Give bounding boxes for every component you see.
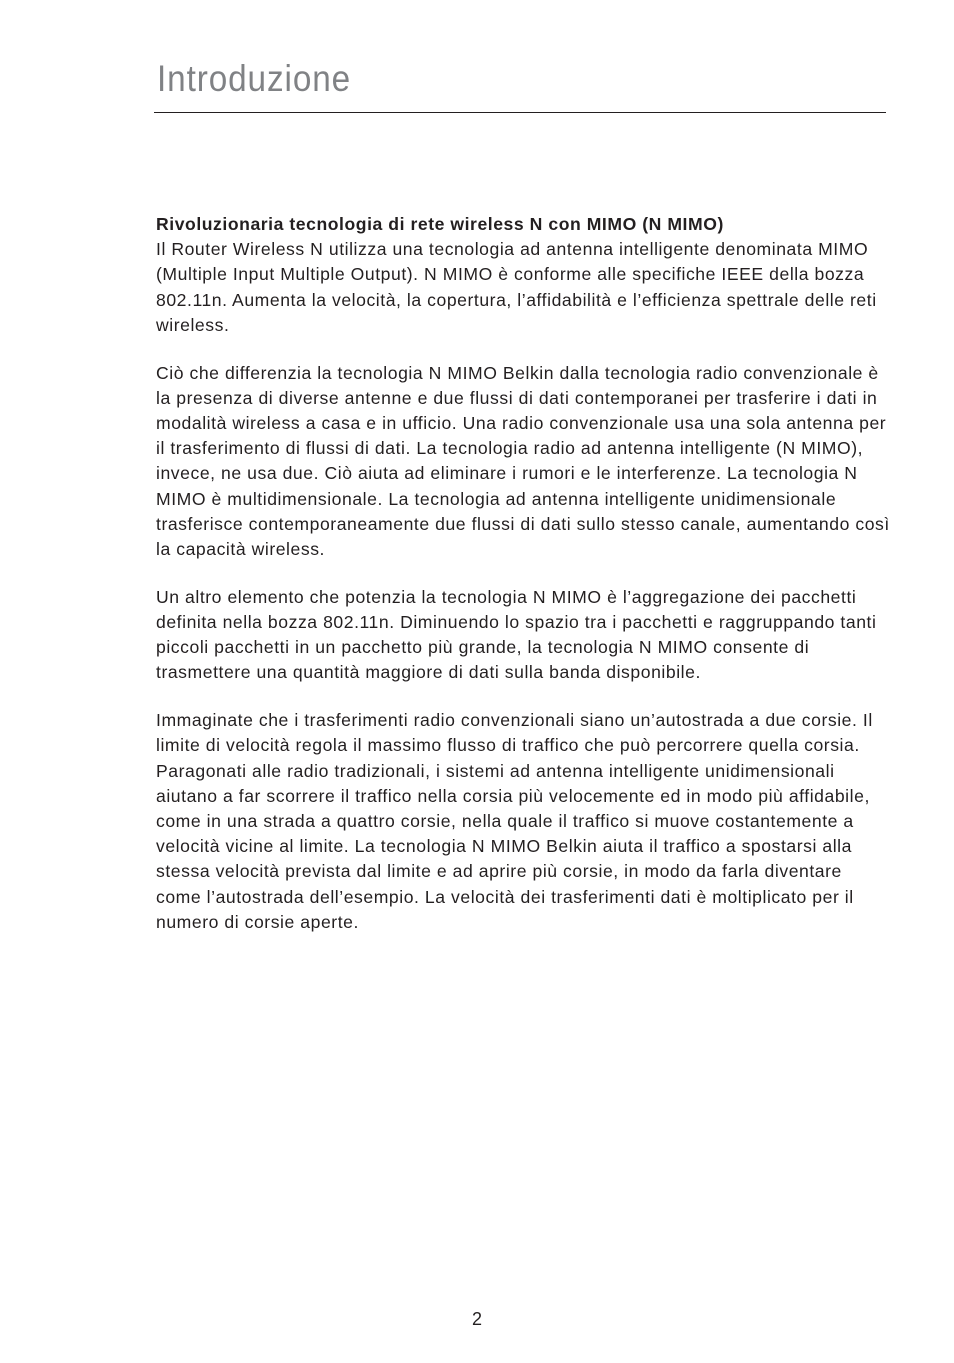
section-heading: Rivoluzionaria tecnologia di rete wireless N con MIMO (N MIMO)	[156, 214, 724, 234]
body-paragraph: Un altro elemento che potenzia la tecnologia N MIMO è l’aggregazione dei pacchetti definita nella bozza 802.11n. Diminuendo lo spazio tra i pacchetti e raggruppando tanti piccoli pacchetti in un pacchetto più grande, la tecnologia N MIMO consente di trasmettere una quantità maggiore di dati sulla banda disponibile.	[156, 586, 877, 683]
title-divider	[154, 112, 886, 113]
page-title: Introduzione	[157, 58, 352, 99]
body-paragraph: Immaginate che i trasferimenti radio convenzionali siano un’autostrada a due corsie. Il limite di velocità regola il massimo flusso di traffico che può percorrere quella corsia. Paragonati alle radio tradizionali, i sistemi ad antenna intelligente unidimensionali aiutano a far scorrere il traffico nella corsia più velocemente ed in modo più affidabile, come in una strada a quattro corsie, nella quale il traffico si muove costantemente a velocità vicine al limite. La tecnologia N MIMO Belkin aiuta il traffico a spostarsi alla stessa velocità prevista dal limite e ad aprire più corsie, in modo da farla diventare come l’autostrada dell’esempio. La velocità dei trasferimenti dati è moltiplicato per il numero di corsie aperte.	[156, 710, 873, 932]
main-content	[156, 212, 891, 958]
body-paragraph: Ciò che differenzia la tecnologia N MIMO Belkin dalla tecnologia radio convenzionale è la presenza di diverse antenne e due flussi di dati contemporanei per trasferire i dati in modalità wireless a casa e in ufficio. Una radio convenzionale usa una sola antenna per il trasferimento di flussi di dati. La tecnologia radio ad antenna intelligente (N MIMO), invece, ne usa due. Ciò aiuta ad eliminare i rumori e le interferenze. La tecnologia N MIMO è multidimensionale. La tecnologia ad antenna intelligente unidimensionale trasferisce contemporaneamente due flussi di dati sullo stesso canale, aumentando così la capacità wireless.	[156, 362, 890, 560]
page-number: 2	[471, 1309, 482, 1329]
intro-text: Il Router Wireless N utilizza una tecnologia ad antenna intelligente denominata MIMO (Multiple Input Multiple Output). N MIMO è conforme alle specifiche IEEE della bozza 802.11n. Aumenta la velocità, la copertura, l’affidabilità e l’efficienza spettrale delle reti wireless.	[156, 239, 877, 335]
intro-paragraph	[156, 212, 891, 338]
